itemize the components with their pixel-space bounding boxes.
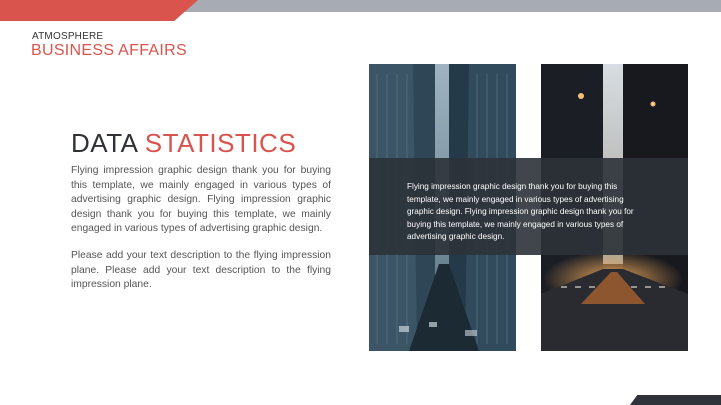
top-red-accent-bar	[0, 0, 198, 21]
heading-part-1: DATA	[71, 128, 145, 158]
bottom-dark-accent-bar	[630, 395, 721, 405]
section-title: BUSINESS AFFAIRS	[31, 42, 187, 59]
body-paragraph-1: Flying impression graphic design thank you for buying this template, we mainly engaged in various types of advertising graphic design. Flying impression graphic design thank you for buying this template, we mainly engaged in various types of advertising graphic design.	[71, 165, 331, 235]
page-heading	[71, 128, 296, 159]
heading-part-2: STATISTICS	[144, 128, 297, 158]
body-paragraph-2: Please add your text description to the flying impression plane. Please add your text description to the flying impression plane.	[71, 250, 331, 291]
header-kicker: ATMOSPHERE	[32, 31, 104, 42]
overlay-description: Flying impression graphic design thank you for buying this template, we mainly engaged in various types of advertising graphic design. Flying impression graphic design thank you for buying this template, we mainly engaged in various types of advertising graphic design.	[407, 182, 634, 241]
